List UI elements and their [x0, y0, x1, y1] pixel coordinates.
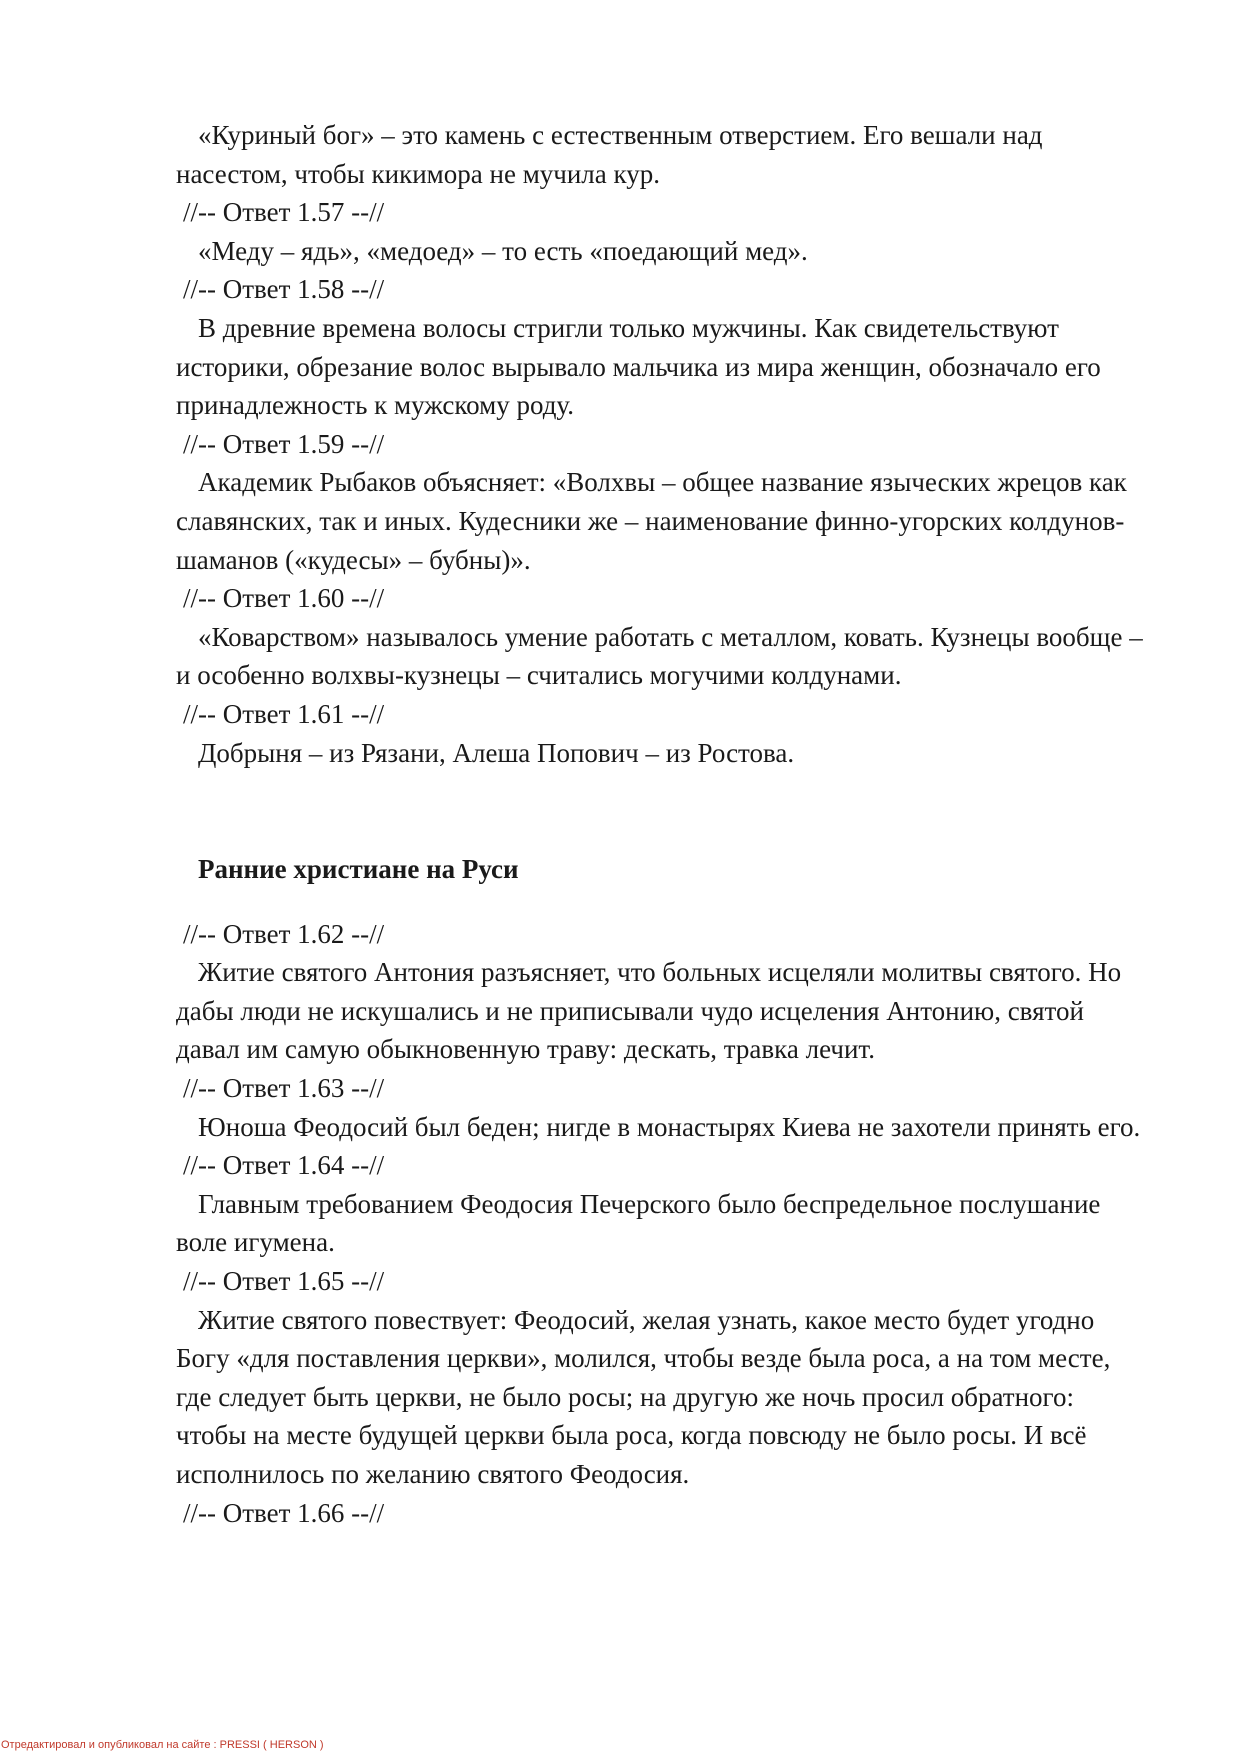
- document-page: [176, 116, 1146, 1532]
- answer-paragraph: Юноша Феодосий был беден; нигде в монастырях Киева не захотели принять его.: [198, 1111, 1141, 1142]
- answer-marker: //-- Ответ 1.62 --//: [183, 918, 385, 949]
- answer-paragraph: Добрыня – из Рязани, Алеша Попович – из Ростова.: [198, 737, 795, 768]
- answer-marker: //-- Ответ 1.66 --//: [183, 1497, 385, 1528]
- section-heading: Ранние христиане на Руси: [198, 854, 519, 885]
- text-before-heading: [176, 116, 1146, 772]
- answer-paragraph: Житие святого Антония разъясняет, что больных исцеляли молитвы святого. Но дабы люди не искушались и не приписывали чудо исцеления Антонию, святой давал им самую обыкновенную траву: дескать, травка лечит.: [176, 957, 1122, 1065]
- text-after-heading: [176, 915, 1146, 1533]
- answer-paragraph: «Меду – ядь», «медоед» – то есть «поедающий мед».: [198, 235, 808, 266]
- answer-marker: //-- Ответ 1.64 --//: [183, 1150, 385, 1181]
- answer-marker: //-- Ответ 1.57 --//: [183, 197, 385, 228]
- answer-marker: //-- Ответ 1.63 --//: [183, 1073, 385, 1104]
- footer-credit: Отредактировал и опубликовал на сайте : PRESSI ( HERSON ): [1, 1739, 324, 1751]
- answer-paragraph: Академик Рыбаков объясняет: «Волхвы – общее название языческих жрецов как славянских, так и иных. Кудесники же – наименование финно-угорских колдунов-шаманов («кудесы» – бубны)».: [176, 467, 1127, 575]
- answer-marker: //-- Ответ 1.65 --//: [183, 1266, 385, 1297]
- answer-paragraph: В древние времена волосы стригли только мужчины. Как свидетельствуют историки, обрезание волос вырывало мальчика из мира женщин, обозначало его принадлежность к мужскому роду.: [176, 312, 1101, 421]
- answer-paragraph: Главным требованием Феодосия Печерского было беспредельное послушание воле игумена.: [176, 1188, 1101, 1258]
- answer-marker: //-- Ответ 1.61 --//: [183, 698, 385, 729]
- answer-marker: //-- Ответ 1.60 --//: [183, 583, 385, 614]
- answer-marker: //-- Ответ 1.58 --//: [183, 274, 385, 305]
- answer-marker: //-- Ответ 1.59 --//: [183, 428, 385, 459]
- answer-paragraph: Житие святого повествует: Феодосий, желая узнать, какое место будет угодно Богу «для поставления церкви», молился, чтобы везде была роса, а на том месте, где следует быть церкви, не было росы; на другую же ночь просил обратного: чтобы на месте будущей церкви была роса, когда повсюду не было росы. И всё исполнилось по желанию святого Феодосия.: [176, 1304, 1111, 1489]
- answer-paragraph: «Куриный бог» – это камень с естественным отверстием. Его вешали над насестом, чтобы кикимора не мучила кур.: [176, 120, 1043, 189]
- answer-paragraph: «Коварством» называлось умение работать с металлом, ковать. Кузнецы вообще – и особенно волхвы-кузнецы – считались могучими колдунами.: [176, 621, 1143, 691]
